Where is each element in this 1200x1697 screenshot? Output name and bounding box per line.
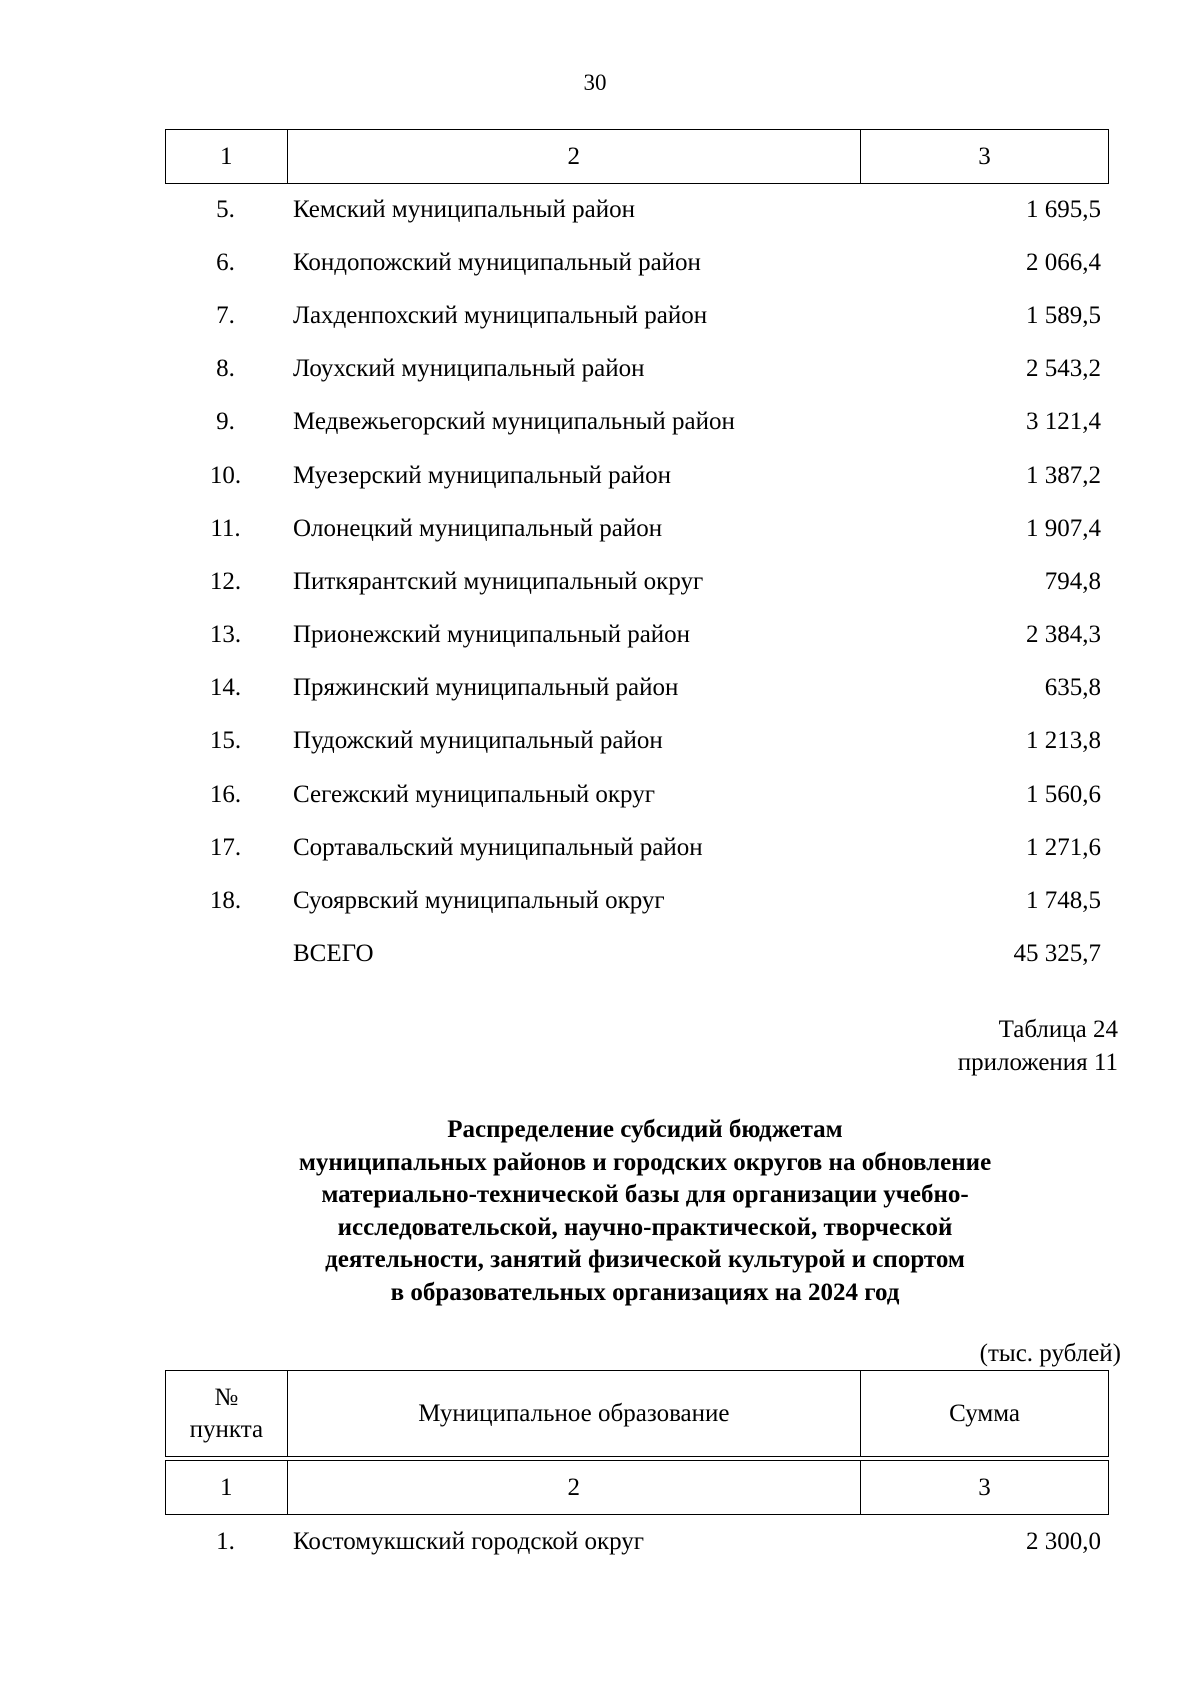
row-number: 1. xyxy=(216,1527,235,1555)
title-line: в образовательных организациях на 2024 год xyxy=(390,1278,900,1306)
table-row xyxy=(165,502,1109,555)
row-number: 13. xyxy=(209,621,242,649)
row-amount: 635,8 xyxy=(1044,674,1101,702)
row-amount: 1 907,4 xyxy=(1026,514,1101,542)
row-number: 5. xyxy=(216,195,235,223)
title-line: Распределение субсидий бюджетам xyxy=(447,1116,843,1143)
col-1-number: 1 xyxy=(166,130,288,184)
table-row xyxy=(165,715,1109,768)
table-row xyxy=(165,396,1109,449)
table-row xyxy=(165,289,1109,342)
row-number: 6. xyxy=(216,248,235,276)
col-2-number: 2 xyxy=(287,130,861,184)
row-number: 17. xyxy=(209,833,242,861)
page-number: 30 xyxy=(583,70,607,95)
row-number: 10. xyxy=(209,461,242,489)
row-municipality: Муезерский муниципальный район xyxy=(293,461,671,489)
title-line: материально-технической базы для организации учебно- xyxy=(321,1181,969,1208)
table-caption-appendix: приложения 11 xyxy=(957,1049,1118,1076)
row-number: 9. xyxy=(216,408,235,436)
title-line: исследовательской, научно-практической, творческой xyxy=(337,1213,953,1241)
col-1-number: 1 xyxy=(166,1461,288,1515)
row-municipality: Лоухский муниципальный район xyxy=(293,355,645,383)
row-number: 11. xyxy=(210,514,241,542)
row-amount: 2 543,2 xyxy=(1026,355,1101,383)
table2-header xyxy=(165,1370,1109,1457)
table-row xyxy=(165,343,1109,396)
table2-column-numbers xyxy=(165,1460,1109,1515)
table2-rows xyxy=(165,1515,1109,1568)
row-number: 16. xyxy=(209,780,242,808)
header-amount: Сумма xyxy=(861,1371,1109,1457)
table-row xyxy=(165,449,1109,502)
row-number: 7. xyxy=(216,301,235,329)
row-amount: 1 213,8 xyxy=(1026,727,1101,755)
row-municipality: Питкярантский муниципальный округ xyxy=(293,567,704,595)
col-2-number: 2 xyxy=(287,1461,861,1515)
total-amount: 45 325,7 xyxy=(1013,940,1101,968)
table-row xyxy=(165,874,1109,927)
table-row xyxy=(165,555,1109,608)
row-municipality: Костомукшский городской округ xyxy=(293,1527,645,1555)
row-number: 15. xyxy=(209,727,242,755)
table-row xyxy=(165,183,1109,236)
row-amount: 1 695,5 xyxy=(1026,195,1101,223)
column-number-header xyxy=(165,129,1109,184)
table-row xyxy=(165,821,1109,874)
row-municipality: Кондопожский муниципальный район xyxy=(293,248,701,276)
title-line: муниципальных районов и городских округов на обновление xyxy=(298,1148,992,1176)
table-row xyxy=(165,609,1109,662)
row-municipality: Лахденпохский муниципальный район xyxy=(293,301,708,329)
row-amount: 3 121,4 xyxy=(1026,408,1101,436)
row-municipality: Олонецкий муниципальный район xyxy=(293,514,663,542)
header-item-number xyxy=(166,1371,288,1457)
row-municipality: Пряжинский муниципальный район xyxy=(293,674,679,702)
table-caption-number: Таблица 24 xyxy=(998,1016,1118,1043)
table-title xyxy=(165,1114,1125,1309)
row-number: 18. xyxy=(209,887,242,915)
col-3-number: 3 xyxy=(861,130,1109,184)
row-amount: 1 271,6 xyxy=(1026,833,1101,861)
header-item-label: пункта xyxy=(189,1415,264,1443)
total-label: ВСЕГО xyxy=(293,940,374,968)
row-amount: 2 300,0 xyxy=(1026,1527,1101,1555)
row-municipality: Медвежьегорский муниципальный район xyxy=(293,408,735,436)
row-amount: 794,8 xyxy=(1044,567,1101,595)
row-municipality: Кемский муниципальный район xyxy=(293,195,635,223)
row-amount: 2 066,4 xyxy=(1026,248,1101,276)
row-municipality: Суоярвский муниципальный округ xyxy=(293,887,665,915)
row-municipality: Пудожский муниципальный район xyxy=(293,727,663,755)
table-caption xyxy=(958,1013,1118,1079)
units-label: (тыс. рублей) xyxy=(979,1340,1121,1367)
row-number: 12. xyxy=(209,567,242,595)
subsidy-rows-continued xyxy=(165,183,1109,981)
header-municipality: Муниципальное образование xyxy=(287,1371,860,1457)
table-row xyxy=(165,236,1109,289)
row-amount: 1 589,5 xyxy=(1026,301,1101,329)
row-municipality: Прионежский муниципальный район xyxy=(293,621,691,649)
row-number: 8. xyxy=(216,355,235,383)
header-number-sign: № xyxy=(214,1383,239,1411)
row-number: 14. xyxy=(209,674,242,702)
row-amount: 1 387,2 xyxy=(1026,461,1101,489)
table-row xyxy=(165,1515,1109,1568)
row-municipality: Сегежский муниципальный округ xyxy=(293,780,655,808)
table-row xyxy=(165,768,1109,821)
col-3-number: 3 xyxy=(861,1461,1109,1515)
table-row xyxy=(165,662,1109,715)
row-amount: 1 748,5 xyxy=(1026,887,1101,915)
row-municipality: Сортавальский муниципальный район xyxy=(293,833,703,861)
title-line: деятельности, занятий физической культурой и спортом xyxy=(325,1246,965,1273)
row-amount: 2 384,3 xyxy=(1026,621,1101,649)
row-amount: 1 560,6 xyxy=(1026,780,1101,808)
total-row xyxy=(165,928,1109,981)
